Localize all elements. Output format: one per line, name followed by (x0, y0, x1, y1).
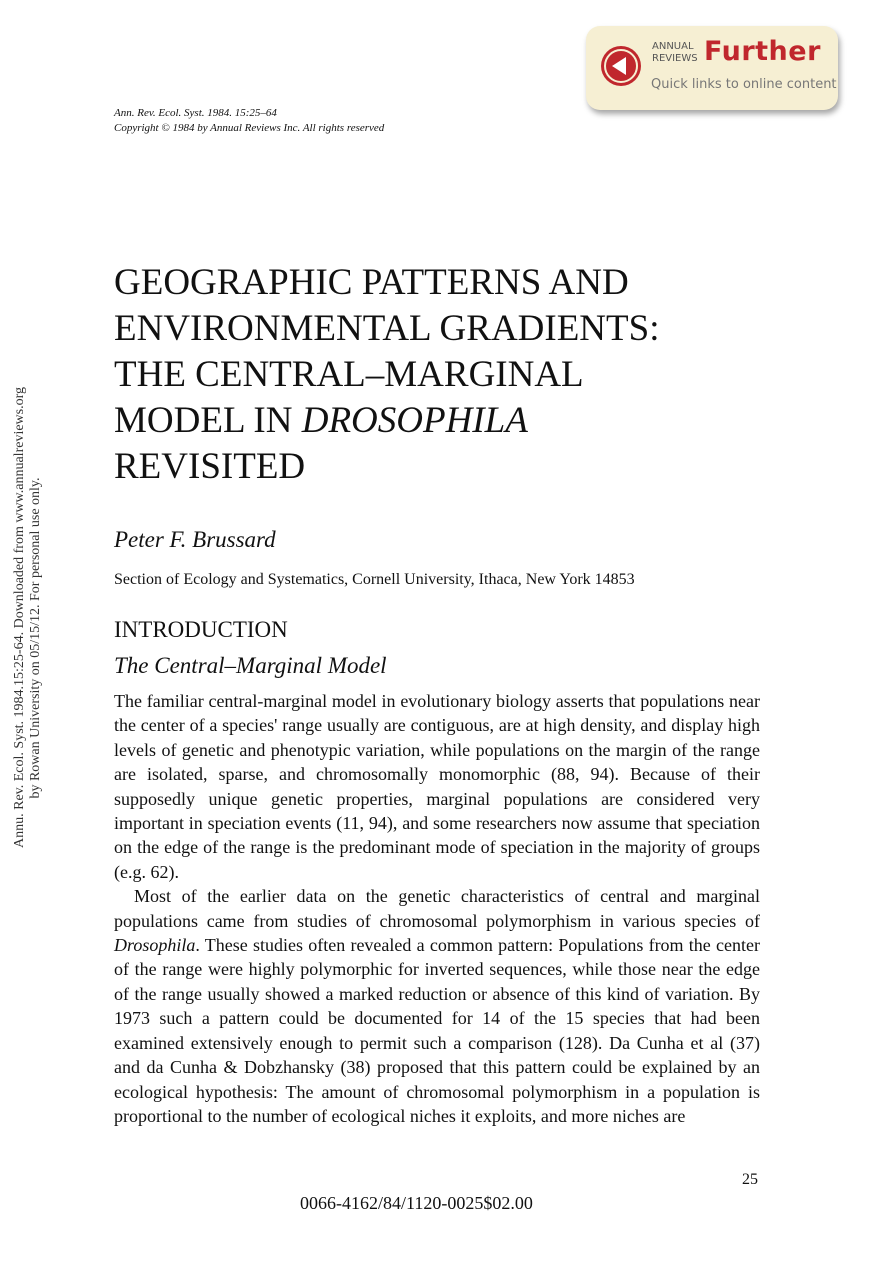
download-notice-line1: Annu. Rev. Ecol. Syst. 1984.15:25-64. Downloaded from www.annualreviews.org (12, 386, 27, 848)
article-title (114, 260, 774, 490)
body-text (114, 689, 760, 1128)
author-name: Peter F. Brussard (114, 527, 276, 552)
title-line-4-prefix: MODEL IN (114, 400, 302, 441)
wordmark-reviews: REVIEWS (652, 53, 698, 64)
download-notice (12, 386, 44, 848)
footer-code: 0066-4162/84/1120-0025$02.00 (300, 1193, 533, 1213)
paragraph-2 (114, 884, 760, 1128)
journal-line: Ann. Rev. Ecol. Syst. 1984. 15:25–64 (114, 107, 277, 119)
section-heading: INTRODUCTION (114, 617, 288, 642)
title-line-2: ENVIRONMENTAL GRADIENTS: (114, 308, 660, 349)
subsection-heading: The Central–Marginal Model (114, 653, 387, 678)
paragraph-2-genus: Drosophila (114, 935, 196, 956)
journal-citation (114, 106, 384, 136)
annual-reviews-wordmark (652, 41, 698, 65)
author-affiliation: Section of Ecology and Systematics, Cornell University, Ithaca, New York 14853 (114, 571, 635, 588)
download-notice-line2: by Rowan University on 05/15/12. For personal use only. (28, 477, 43, 799)
further-links-badge[interactable] (586, 26, 838, 110)
wordmark-annual: ANNUAL (652, 41, 694, 52)
page-number: 25 (742, 1171, 758, 1188)
play-back-circle-icon (600, 45, 642, 87)
title-line-5: REVISITED (114, 446, 306, 487)
title-line-3: THE CENTRAL–MARGINAL (114, 354, 584, 395)
title-line-4 (114, 398, 774, 444)
title-line-1: GEOGRAPHIC PATTERNS AND (114, 262, 629, 303)
paragraph-1: The familiar central-marginal model in evolutionary biology asserts that populations near the center of a species' range usually are contiguous, are at high density, and display high levels of genetic and phenotypic variation, while populations on the margin of the range are isolated, sparse, and chromosomally monomorphic (88, 94). Because of their supposedly unique genetic properties, marginal populations are considered very important in speciation events (11, 94), and some researchers now assume that speciation on the edge of the range is the predominant mode of speciation in the majority of groups (e.g. 62). (114, 691, 760, 882)
paragraph-2-rest: . These studies often revealed a common pattern: Populations from the center of the range were highly polymorphic for inverted sequences, while those near the edge of the range usually showed a marked reduction or absence of this kind of variation. By 1973 such a pattern could be documented for 14 of the 15 species that had been examined extensively enough to permit such a comparison (128). Da Cunha et al (37) and da Cunha & Dobzhansky (38) proposed that this pattern could be explained by an ecological hypothesis: The amount of chromosomal polymorphism in a population is proportional to the number of ecological niches it exploits, and more niches are (114, 935, 760, 1126)
copyright-line: Copyright © 1984 by Annual Reviews Inc. All rights reserved (114, 122, 385, 134)
further-tagline: Quick links to online content (651, 77, 837, 92)
further-label: Further (704, 36, 821, 67)
title-genus: DROSOPHILA (301, 400, 528, 441)
paragraph-2-start: Most of the earlier data on the genetic characteristics of central and marginal populations came from studies of chromosomal polymorphism in various species of (114, 886, 760, 931)
